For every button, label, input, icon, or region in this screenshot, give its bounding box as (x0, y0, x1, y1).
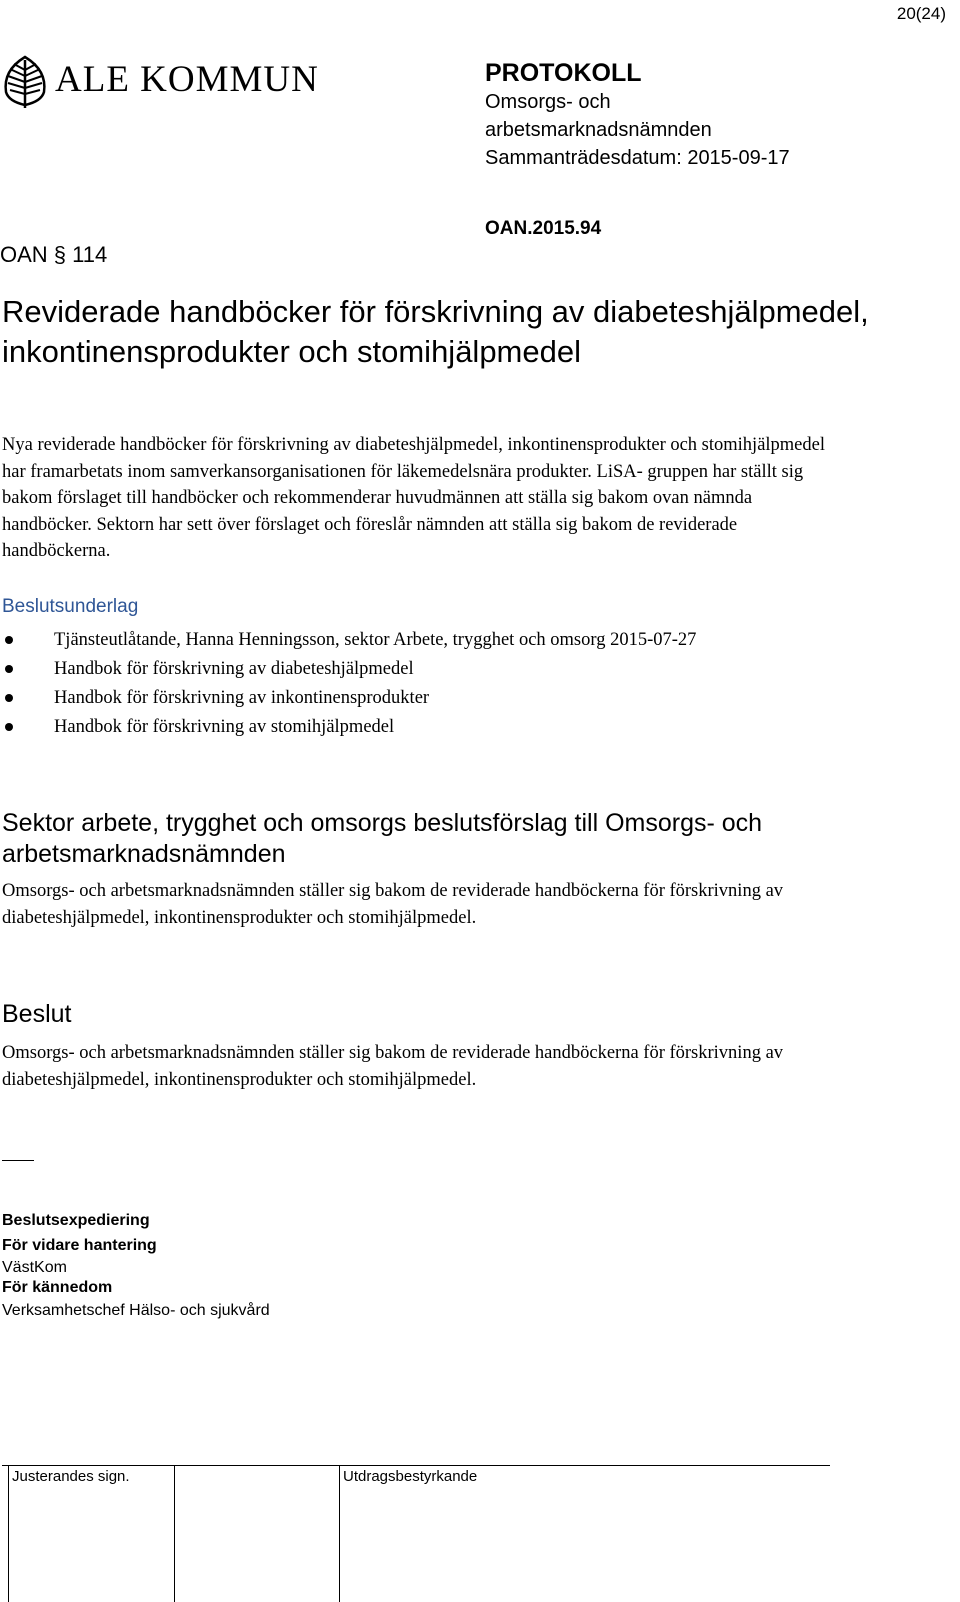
table-divider (8, 1466, 9, 1602)
basis-item-text: Handbok för förskrivning av stomihjälpmedel (54, 717, 395, 737)
basis-list-item (2, 626, 696, 655)
paragraph-reference: OAN § 114 (0, 242, 108, 267)
decision-heading: Beslut (2, 1000, 72, 1028)
signature-label: Justerandes sign. (12, 1468, 130, 1485)
meeting-date: Sammanträdesdatum: 2015-09-17 (485, 147, 790, 169)
committee-name-line1: Omsorgs- och (485, 91, 611, 113)
dispatch-section (2, 1208, 270, 1323)
further-handling-label: För vidare hantering (2, 1237, 157, 1254)
basis-item-text: Handbok för förskrivning av inkontinensprodukter (54, 688, 430, 708)
basis-list (2, 626, 696, 742)
basis-item-text: Tjänsteutlåtande, Hanna Henningsson, sektor Arbete, trygghet och omsorg 2015-07-27 (54, 630, 697, 650)
table-divider (339, 1466, 340, 1602)
bullet-icon (5, 723, 13, 731)
page-number: 20(24) (896, 4, 946, 23)
dispatch-heading: Beslutsexpediering (2, 1212, 150, 1229)
basis-list-item (2, 684, 696, 713)
proposal-heading: Sektor arbete, trygghet och omsorgs beslutsförslag till Omsorgs- och arbetsmarknadsnämnden (2, 809, 763, 868)
organization-name: ALE KOMMUN (55, 59, 319, 100)
section-separator (2, 1160, 34, 1161)
info-recipient: Verksamhetschef Hälso- och sjukvård (2, 1302, 270, 1319)
case-number: OAN.2015.94 (485, 218, 602, 239)
basis-item-text: Handbok för förskrivning av diabeteshjälpmedel (54, 659, 414, 679)
certification-label: Utdragsbestyrkande (343, 1468, 478, 1485)
intro-paragraph: Nya reviderade handböcker för förskrivning av diabeteshjälpmedel, inkontinensprodukter och stomihjälpmedel har framarbetats inom samverkansorganisationen för läkemedelsnära produkter. LiSA- gruppen har ställt sig bakom förslaget till handböcker och rekommenderar huvudmännen att ställa sig bakom ovan nämnda handböcker. Sektorn har sett över förslaget och föreslår nämnden att ställa sig bakom de reviderade handböckerna. (2, 435, 825, 561)
table-divider (174, 1466, 175, 1602)
document-header (485, 58, 790, 172)
signature-table (2, 1465, 830, 1602)
main-heading: Reviderade handböcker för förskrivning av diabeteshjälpmedel, inkontinensprodukter och stomihjälpmedel (2, 294, 869, 369)
basis-list-item (2, 655, 696, 684)
further-handling-recipient: VästKom (2, 1259, 67, 1276)
committee-name-line2: arbetsmarknadsnämnden (485, 119, 712, 141)
basis-heading: Beslutsunderlag (2, 596, 139, 617)
ale-kommun-leaf-logo-icon (0, 54, 50, 108)
bullet-icon (5, 694, 13, 702)
info-label: För kännedom (2, 1279, 113, 1296)
bullet-icon (5, 665, 13, 673)
basis-list-item (2, 713, 696, 742)
document-type-title: PROTOKOLL (485, 59, 642, 87)
bullet-icon (5, 636, 13, 644)
proposal-text: Omsorgs- och arbetsmarknadsnämnden ställer sig bakom de reviderade handböckerna för förskrivning av diabeteshjälpmedel, inkontinensprodukter och stomihjälpmedel. (2, 881, 784, 928)
decision-text: Omsorgs- och arbetsmarknadsnämnden ställer sig bakom de reviderade handböckerna för förskrivning av diabeteshjälpmedel, inkontinensprodukter och stomihjälpmedel. (2, 1043, 784, 1090)
